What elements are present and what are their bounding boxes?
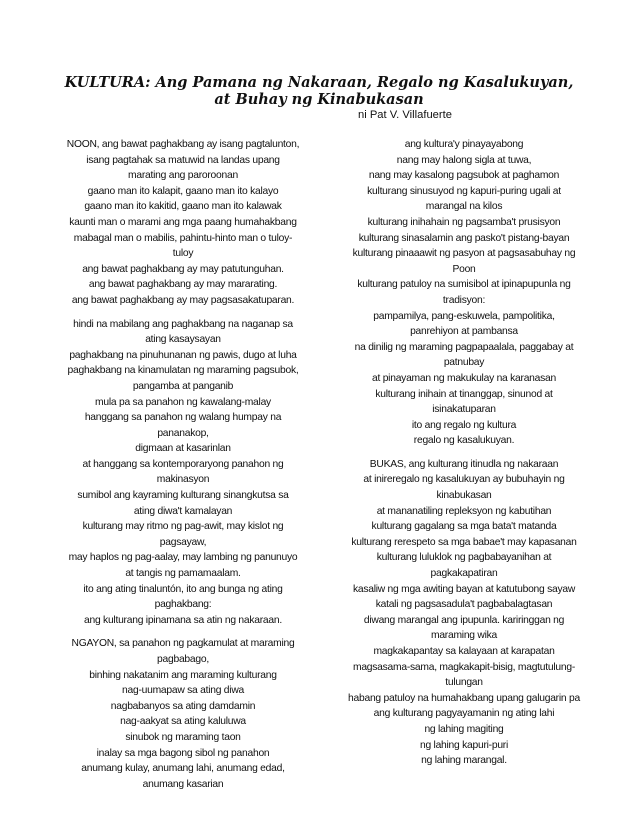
stanza-break (58, 628, 308, 636)
poem-line: kinabukasan (436, 490, 492, 502)
title-line-1: KULTURA: Ang Pamana ng Nakaraan, Regalo ng Kasalukuyan, (64, 74, 574, 91)
poem-line: marangal na kilos (425, 201, 503, 213)
poem-line: maraming wika (431, 630, 497, 642)
poem-line: BUKAS, ang kulturang itinudla ng nakaraan (369, 458, 559, 470)
stanza-break (338, 449, 590, 457)
poem-line: magsasama-sama, magkakapit-bisig, magtutulung- (353, 661, 575, 673)
poem-line: may haplos ng pag-aalay, may lambing ng panunuyo (68, 552, 298, 564)
poem-line: binhing nakatanim ang maraming kulturang (89, 669, 277, 681)
poem-line: anumang kulay, anumang lahi, anumang edad, (81, 763, 285, 775)
poem-line: pampamilya, pang-eskuwela, pampolitika, (373, 310, 555, 322)
poem-line: at hanggang sa kontemporaryong panahon ng (82, 458, 284, 470)
poem-line: regalo ng kasalukuyan. (413, 435, 515, 447)
poem-line: mula pa sa panahon ng kawalang-malay (95, 396, 271, 408)
poem-line: nang may kasalong pagsubok at paghamon (368, 170, 560, 182)
poem-line: pangamba at panganib (132, 380, 234, 392)
poem-line: at tangis ng pamamaalam. (125, 568, 241, 580)
poem-line: at inireregalo ng kasalukuyan ay bubuhayin ng (363, 474, 565, 486)
poem-line: isinakatuparan (432, 404, 496, 416)
poem-line: ito ang regalo ng kultura (411, 419, 517, 431)
poem-line: kulturang inihahain ng pagsamba't prusisyon (367, 216, 561, 228)
poem-line: magkakapantay sa kalayaan at karapatan (373, 646, 555, 657)
poem-line: paghakbang: (154, 599, 212, 611)
stanza-break (58, 309, 308, 317)
poem-line: ng lahing marangal. (421, 755, 507, 767)
poem-line: at pinayaman ng makukulay na karanasan (372, 372, 556, 384)
poem-line: pagbabago, (157, 654, 209, 665)
title-line-2: at Buhay ng Kinabukasan (214, 91, 424, 108)
poem-line: isang pagtahak sa matuwid na landas upang (86, 154, 280, 166)
poem-line: ang bawat paghakbang ay may mararating. (88, 279, 278, 291)
poem-line: kulturang pinaaawit ng pasyon at pagsasabuhay ng (352, 248, 576, 260)
poem-line: NGAYON, sa panahon ng pagkamulat at maraming (71, 638, 295, 650)
poem-line: makinasyon (156, 474, 210, 486)
poem-line: gaano man ito kakitid, gaano man ito kalawak (84, 201, 282, 213)
poem-line: ang kulturang ipinamana sa atin ng nakaraan. (84, 614, 282, 626)
poem-line: ating diwa't kamalayan (133, 505, 233, 517)
poem-line: NOON, ang bawat paghakbang ay isang pagtalunton, (66, 139, 300, 150)
poem-line: paghakbang na kinamulatan ng maraming pagsubok, (67, 365, 299, 377)
poem-line: marating ang paroroonan (128, 170, 238, 182)
poem-line: hanggang sa panahon ng walang humpay na (84, 412, 282, 424)
poem-line: mabagal man o mabilis, pahintu-hinto man o tuloy- (73, 232, 293, 244)
poem-line: kulturang patuloy na sumisibol at ipinapupunla ng (357, 279, 571, 291)
poem-line: digmaan at kasarinlan (135, 443, 231, 455)
poem-line: pananakop, (157, 427, 209, 439)
poem-line: nag-aakyat sa ating kaluluwa (120, 716, 246, 728)
poem-line: panrehiyon at pambansa (410, 326, 518, 338)
poem-line: kasaliw ng mga awiting bayan at katutubong sayaw (352, 583, 576, 595)
poem-line: kulturang may ritmo ng pag-awit, may kislot ng (82, 521, 284, 533)
poem-line: na dinilig ng maraming pagpapaalala, paggabay at (354, 341, 574, 353)
author-byline: ni Pat V. Villafuerte (358, 109, 452, 121)
poem-line: ng lahing kapuri-puri (419, 739, 509, 751)
poem-line: kulturang luluklok ng pagbabayanihan at (376, 552, 552, 564)
poem-line: diwang marangal ang ipupunla. kariringgan ng (363, 614, 565, 626)
poem-line: hindi na mabilang ang paghakbang na naganap sa (73, 318, 293, 330)
poem-line: kulturang rerespeto sa mga babae't may kapasanan (351, 536, 577, 548)
poem-line: sumibol ang kayraming kulturang sinangkutsa sa (77, 490, 289, 502)
poem-line: inalay sa mga bagong sibol ng panahon (96, 747, 270, 759)
poem-left-column (58, 137, 308, 792)
poem-line: sinubok ng maraming taon (125, 731, 241, 743)
poem-line: tradisyon: (442, 294, 486, 306)
poem-line: pagkakapatiran (430, 568, 498, 580)
poem-line: habang patuloy na humahakbang upang galugarin pa (348, 692, 580, 704)
poem-line: ang bawat paghakbang ay may pagsasakatuparan. (71, 294, 295, 306)
poem-line: ang kulturang pagyayamanin ng ating lahi (373, 708, 555, 720)
poem-line: tulungan (445, 677, 483, 689)
poem-line: nag-uumapaw sa ating diwa (122, 685, 244, 697)
poem-line: ng lahing magiting (424, 723, 504, 735)
poem-line: gaano man ito kalapit, gaano man ito kalayo (87, 185, 279, 197)
poem-line: katali ng pagsasadula't pagbabalagtasan (375, 599, 553, 611)
poem-line: kulturang sinusuyod ng kapuri-puring ugali at (367, 185, 561, 197)
poem-line: at mananatiling repleksyon ng kabutihan (376, 505, 552, 517)
poem-line: nagbabanyos sa ating damdamin (110, 700, 256, 712)
poem-right-column (338, 137, 590, 769)
poem-line: Poon (452, 263, 476, 275)
poem-line: kulturang inihain at tinanggap, sinunod at (375, 388, 553, 400)
poem-line: ang kultura'y pinayayabong (404, 139, 524, 150)
poem-title (40, 74, 598, 108)
poem-line: ito ang ating tinaluntón, ito ang bunga ng ating (83, 583, 283, 595)
poem-line: nang may halong sigla at tuwa, (396, 154, 532, 166)
poem-line: pagsayaw, (159, 536, 207, 548)
poem-line: kulturang sinasalamin ang pasko't pistang-bayan (358, 232, 570, 244)
poem-line: ang bawat paghakbang ay may patutunguhan. (82, 263, 284, 275)
poem-line: kulturang gagalang sa mga bata't matanda (371, 521, 557, 533)
poem-line: anumang kasarian (142, 778, 224, 790)
poem-line: ating kasaysayan (145, 334, 221, 346)
poem-line: patnubay (443, 357, 485, 369)
poem-line: paghakbang na pinuhunanan ng pawis, dugo at luha (69, 349, 297, 361)
poem-line: tuloy (172, 248, 194, 260)
poem-line: kaunti man o marami ang mga paang humahakbang (69, 216, 297, 228)
